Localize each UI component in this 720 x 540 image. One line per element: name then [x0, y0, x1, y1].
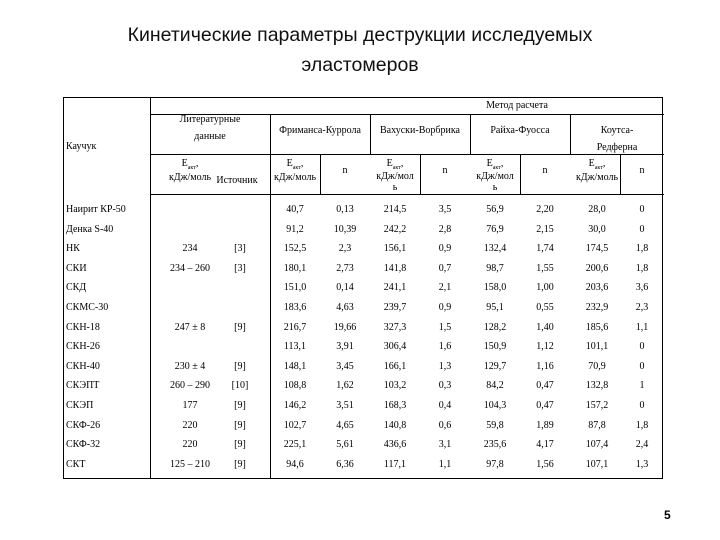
cell-rf-n: 0,47 [536, 380, 554, 391]
cell-vv-n: 0,9 [438, 243, 452, 254]
cell-vv-e: 140,8 [383, 420, 407, 431]
cell-vv-e: 141,8 [383, 263, 407, 274]
row-rubber-name: СКМС-30 [66, 302, 109, 313]
header-bottom-rule [150, 194, 664, 195]
cell-vv-n: 0,3 [438, 380, 452, 391]
cell-rf-n: 0,55 [536, 302, 554, 313]
cell-kr-e: 132,8 [585, 380, 609, 391]
cell-src: [9] [234, 459, 246, 470]
cell-fk-e: 180,1 [283, 263, 307, 274]
cell-fk-e: 40,7 [286, 204, 304, 215]
cell-lit: 247 ± 8 [174, 322, 206, 333]
cell-kr-n: 1,8 [635, 420, 649, 431]
cell-fk-n: 3,45 [336, 361, 354, 372]
title-line-2: эластомеров [301, 54, 419, 76]
cell-vv-e: 103,2 [383, 380, 407, 391]
slide-title [60, 20, 660, 80]
row-rubber-name: СКФ-32 [66, 439, 101, 450]
cell-rf-e: 97,8 [486, 459, 504, 470]
cell-rf-n: 1,16 [536, 361, 554, 372]
cell-fk-n: 4,63 [336, 302, 354, 313]
cell-kr-n: 0 [639, 204, 645, 215]
cell-fk-e: 148,1 [283, 361, 307, 372]
header-rule-subcolumns [150, 154, 664, 155]
cell-lit: 234 [182, 243, 198, 254]
cell-fk-n: 2,3 [338, 243, 352, 254]
source-header: Источник [216, 175, 258, 186]
cell-vv-n: 1,5 [438, 322, 452, 333]
cell-rf-e: 76,9 [486, 224, 504, 235]
cell-rf-n: 1,89 [536, 420, 554, 431]
cell-fk-n: 1,62 [336, 380, 354, 391]
cell-fk-e: 94,6 [286, 459, 304, 470]
cell-vv-e: 156,1 [383, 243, 407, 254]
cell-rf-n: 1,40 [536, 322, 554, 333]
cell-fk-e: 113,1 [283, 341, 307, 352]
cell-src: [9] [234, 361, 246, 372]
cell-rf-n: 2,15 [536, 224, 554, 235]
rf-eact-header: $Е_{акт}$, [486, 158, 504, 171]
cell-fk-e: 152,5 [283, 243, 307, 254]
cell-kr-e: 174,5 [585, 243, 609, 254]
row-rubber-name: СКЭП [66, 400, 94, 411]
cell-fk-e: 146,2 [283, 400, 307, 411]
cell-kr-n: 1,3 [635, 459, 649, 470]
cell-kr-n: 3,6 [635, 282, 649, 293]
kr-unit-header: кДж/моль [575, 172, 619, 183]
vv-eact-header: $Е_{акт}$, [386, 158, 404, 171]
cell-kr-e: 28,0 [588, 204, 606, 215]
cell-kr-n: 2,4 [635, 439, 649, 450]
cell-src: [3] [234, 243, 246, 254]
cell-fk-e: 151,0 [283, 282, 307, 293]
cell-rf-e: 150,9 [483, 341, 507, 352]
lit-eact-header: $Е_{акт}$, [181, 158, 199, 171]
cell-fk-n: 4,65 [336, 420, 354, 431]
cell-lit: 220 [182, 439, 198, 450]
cell-fk-n: 10,39 [333, 224, 357, 235]
cell-lit: 230 ± 4 [174, 361, 206, 372]
cell-src: [9] [234, 420, 246, 431]
cell-vv-n: 2,8 [438, 224, 452, 235]
fk-eact-header: $Е_{акт}$, [286, 158, 304, 171]
rf-unit-header-a: кДж/мол [476, 171, 514, 182]
cell-fk-e: 225,1 [283, 439, 307, 450]
cell-src: [9] [234, 439, 246, 450]
vv-unit-header-b: ь [392, 182, 398, 193]
cell-vv-n: 3,1 [438, 439, 452, 450]
cell-vv-n: 1,1 [438, 459, 452, 470]
cell-lit: 177 [182, 400, 198, 411]
cell-rf-e: 104,3 [483, 400, 507, 411]
cell-fk-e: 216,7 [283, 322, 307, 333]
cell-vv-e: 166,1 [383, 361, 407, 372]
method-header: Метод расчета [486, 100, 548, 111]
cell-lit: 260 – 290 [170, 380, 210, 391]
cell-rf-e: 84,2 [486, 380, 504, 391]
row-rubber-name: СКН-26 [66, 341, 100, 352]
cell-kr-e: 107,4 [585, 439, 609, 450]
cell-rf-e: 56,9 [486, 204, 504, 215]
cell-src: [9] [234, 400, 246, 411]
cell-rf-n: 1,12 [536, 341, 554, 352]
cell-vv-n: 0,6 [438, 420, 452, 431]
cell-fk-n: 0,13 [336, 204, 354, 215]
kr-eact-header: $Е_{акт}$, [588, 158, 606, 171]
cell-rf-n: 2,20 [536, 204, 554, 215]
cell-lit: 234 – 260 [170, 263, 210, 274]
row-rubber-name: СКН-40 [66, 361, 100, 372]
cell-fk-n: 5,61 [336, 439, 354, 450]
lit-unit-header: кДж/моль [168, 172, 212, 183]
row-rubber-name: СКТ [66, 459, 86, 470]
fk-n-header: n [342, 165, 348, 176]
row-rubber-name: СКД [66, 282, 87, 293]
lit-header-line2: данные [194, 131, 226, 142]
cell-rf-n: 1,55 [536, 263, 554, 274]
cell-rf-e: 235,6 [483, 439, 507, 450]
cell-vv-n: 2,1 [438, 282, 452, 293]
cell-vv-n: 1,6 [438, 341, 452, 352]
title-line-1: Кинетические параметры деструкции исследуемых [127, 24, 593, 46]
cell-vv-e: 241,1 [383, 282, 407, 293]
cell-src: [9] [234, 322, 246, 333]
method-kr-header-line2: Редферна [596, 142, 638, 153]
cell-rf-n: 1,00 [536, 282, 554, 293]
cell-vv-n: 3,5 [438, 204, 452, 215]
cell-fk-e: 102,7 [283, 420, 307, 431]
rf-n-header: n [542, 165, 548, 176]
cell-lit: 125 – 210 [170, 459, 210, 470]
cell-rf-n: 4,17 [536, 439, 554, 450]
cell-vv-e: 327,3 [383, 322, 407, 333]
row-rubber-name: СКИ [66, 263, 87, 274]
cell-rf-n: 0,47 [536, 400, 554, 411]
cell-fk-e: 108,8 [283, 380, 307, 391]
page-number: 5 [664, 508, 671, 522]
cell-rf-n: 1,74 [536, 243, 554, 254]
cell-vv-e: 239,7 [383, 302, 407, 313]
cell-vv-e: 168,3 [383, 400, 407, 411]
row-rubber-name: СКН-18 [66, 322, 100, 333]
row-rubber-name: Наирит КР-50 [66, 204, 126, 215]
cell-vv-n: 0,9 [438, 302, 452, 313]
cell-kr-n: 0 [639, 224, 645, 235]
cell-fk-n: 19,66 [333, 322, 357, 333]
cell-vv-e: 242,2 [383, 224, 407, 235]
cell-vv-n: 0,4 [438, 400, 452, 411]
fk-unit-header: кДж/моль [273, 172, 317, 183]
cell-fk-e: 183,6 [283, 302, 307, 313]
cell-rf-e: 59,8 [486, 420, 504, 431]
row-rubber-name: СКФ-26 [66, 420, 101, 431]
cell-kr-n: 1,1 [635, 322, 649, 333]
rf-unit-header-b: ь [492, 182, 498, 193]
cell-fk-n: 3,91 [336, 341, 354, 352]
lit-header-line1: Литературные [179, 114, 241, 125]
cell-fk-n: 6,36 [336, 459, 354, 470]
cell-vv-e: 117,1 [383, 459, 407, 470]
cell-fk-n: 3,51 [336, 400, 354, 411]
cell-kr-e: 185,6 [585, 322, 609, 333]
cell-kr-e: 232,9 [585, 302, 609, 313]
vv-n-header: n [442, 165, 448, 176]
method-vv-header: Вахуски-Ворбрика [380, 125, 460, 136]
cell-vv-n: 0,7 [438, 263, 452, 274]
cell-kr-n: 0 [639, 341, 645, 352]
cell-kr-e: 157,2 [585, 400, 609, 411]
row-rubber-name: НК [66, 243, 80, 254]
row-rubber-name: СКЭПТ [66, 380, 100, 391]
cell-rf-e: 128,2 [483, 322, 507, 333]
cell-vv-e: 214,5 [383, 204, 407, 215]
cell-src: [10] [231, 380, 249, 391]
cell-kr-e: 101,1 [585, 341, 609, 352]
cell-fk-n: 2,73 [336, 263, 354, 274]
method-kr-header-line1: Коутса- [600, 125, 634, 136]
cell-rf-e: 158,0 [483, 282, 507, 293]
cell-rf-e: 98,7 [486, 263, 504, 274]
cell-vv-e: 306,4 [383, 341, 407, 352]
cell-rf-n: 1,56 [536, 459, 554, 470]
cell-vv-e: 436,6 [383, 439, 407, 450]
method-rf-header: Райха-Фуосса [490, 125, 550, 136]
vv-unit-header-a: кДж/мол [376, 171, 414, 182]
cell-fk-n: 0,14 [336, 282, 354, 293]
cell-kr-n: 1 [639, 380, 645, 391]
method-fk-header: Фриманса-Куррола [279, 125, 361, 136]
cell-src: [3] [234, 263, 246, 274]
cell-fk-e: 91,2 [286, 224, 304, 235]
cell-kr-n: 0 [639, 400, 645, 411]
cell-kr-n: 1,8 [635, 243, 649, 254]
cell-kr-n: 1,8 [635, 263, 649, 274]
kr-n-header: n [639, 165, 645, 176]
cell-kr-e: 107,1 [585, 459, 609, 470]
cell-rf-e: 132,4 [483, 243, 507, 254]
rubber-header: Каучук [66, 141, 97, 152]
cell-kr-e: 200,6 [585, 263, 609, 274]
cell-rf-e: 129,7 [483, 361, 507, 372]
cell-kr-n: 0 [639, 361, 645, 372]
cell-kr-e: 70,9 [588, 361, 606, 372]
cell-kr-e: 30,0 [588, 224, 606, 235]
cell-rf-e: 95,1 [486, 302, 504, 313]
cell-lit: 220 [182, 420, 198, 431]
cell-kr-n: 2,3 [635, 302, 649, 313]
cell-vv-n: 1,3 [438, 361, 452, 372]
row-rubber-name: Денка S-40 [66, 224, 114, 235]
cell-kr-e: 87,8 [588, 420, 606, 431]
kinetic-parameters-table [63, 97, 663, 479]
cell-kr-e: 203,6 [585, 282, 609, 293]
